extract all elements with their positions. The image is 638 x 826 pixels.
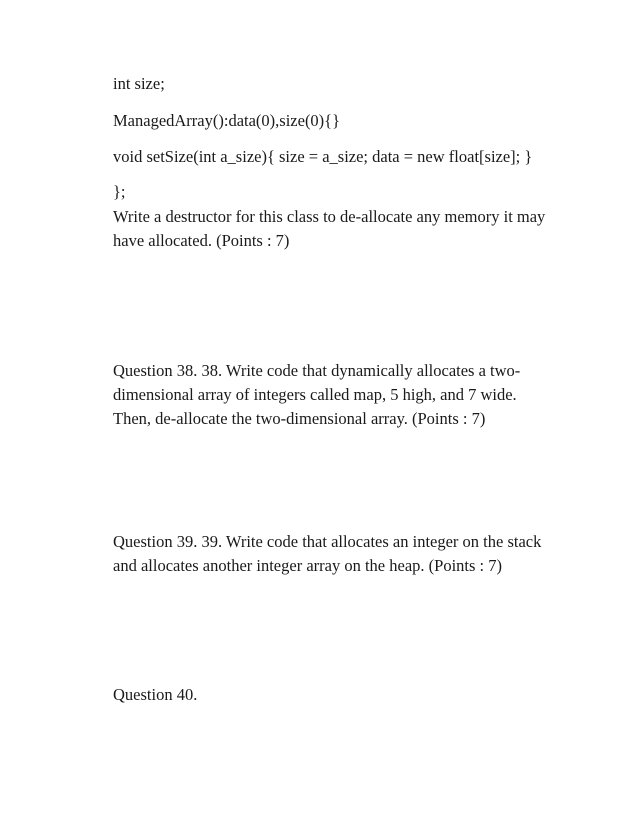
- question-39-line-1: Question 39. 39. Write code that allocates an integer on the stack: [113, 532, 542, 551]
- question-38: [113, 359, 563, 431]
- question-40-line-1: Question 40.: [113, 685, 198, 704]
- question-39-line-2: and allocates another integer array on the heap. (Points : 7): [113, 556, 502, 575]
- code-line-int-size: int size;: [113, 74, 165, 93]
- question-38-line-1: Question 38. 38. Write code that dynamically allocates a two-: [113, 361, 521, 380]
- question-destructor-line-1: Write a destructor for this class to de-allocate any memory it may: [113, 207, 546, 226]
- question-destructor: [113, 205, 563, 253]
- question-39: [113, 530, 563, 578]
- code-line-setsize: void setSize(int a_size){ size = a_size; data = new float[size]; }: [113, 147, 533, 166]
- question-40: [113, 683, 563, 707]
- question-38-line-2: dimensional array of integers called map, 5 high, and 7 wide.: [113, 385, 517, 404]
- question-38-line-3: Then, de-allocate the two-dimensional array. (Points : 7): [113, 409, 486, 428]
- code-line-closing-brace: };: [113, 182, 126, 201]
- code-line-constructor: ManagedArray():data(0),size(0){}: [113, 111, 341, 130]
- question-destructor-line-2: have allocated. (Points : 7): [113, 231, 290, 250]
